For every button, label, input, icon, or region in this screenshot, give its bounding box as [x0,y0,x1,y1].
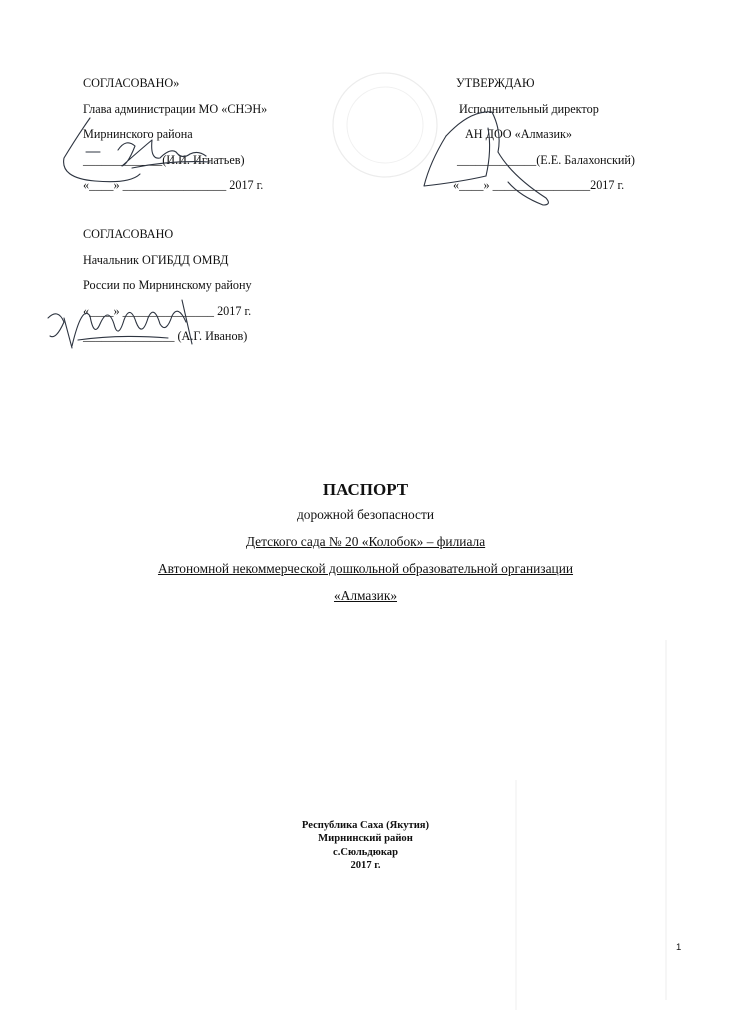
footer-village: с.Сюльдюкар [333,846,398,858]
approve-organization: АН ДОО «Алмазик» [465,127,572,141]
approve-signature-line: _____________(Е.Е. Балахонский) [457,152,635,167]
title-block [0,479,731,609]
approval-signature-line: _____________(И.И. Игнатьев) [83,152,245,167]
faint-stamp-inner [347,87,423,163]
approval-date-line-2: «____» _______________ 2017 г. [83,303,252,318]
approval-district-2: России по Мирнинскому району [83,278,252,292]
approve-date-line: «____» ________________2017 г. [453,178,625,192]
document-title: ПАСПОРТ [322,480,409,499]
location-footer [0,819,731,873]
approval-district: Мирнинского района [83,127,193,141]
approval-block-director [453,71,635,199]
approval-block-administration [83,71,267,199]
approval-signature-line-2: _______________ (А.Г. Иванов) [83,329,248,343]
approve-position: Исполнительный директор [459,101,599,116]
approval-heading-2: СОГЛАСОВАНО [83,227,174,241]
document-subtitle: дорожной безопасности [296,507,435,522]
footer-year: 2017 г. [350,860,381,872]
approval-position-2: Начальник ОГИБДД ОМВД [83,252,229,267]
organization-line-3: «Алмазик» [333,588,398,603]
approve-heading: УТВЕРЖДАЮ [456,76,535,90]
approval-block-traffic-police [83,222,252,350]
organization-line-2: Автономной некоммерческой дошкольной образовательной организации [157,561,574,576]
footer-district: Мирнинский район [318,833,413,845]
footer-republic: Республика Саха (Якутия) [301,820,430,831]
approval-date-line: «____» _________________ 2017 г. [83,178,264,192]
approval-heading: СОГЛАСОВАНО» [83,76,180,90]
faint-stamp [333,73,437,177]
approval-position: Глава администрации МО «СНЭН» [83,101,268,116]
organization-line-1: Детского сада № 20 «Колобок» – филиала [245,534,486,549]
page-number: 1 [676,942,682,953]
